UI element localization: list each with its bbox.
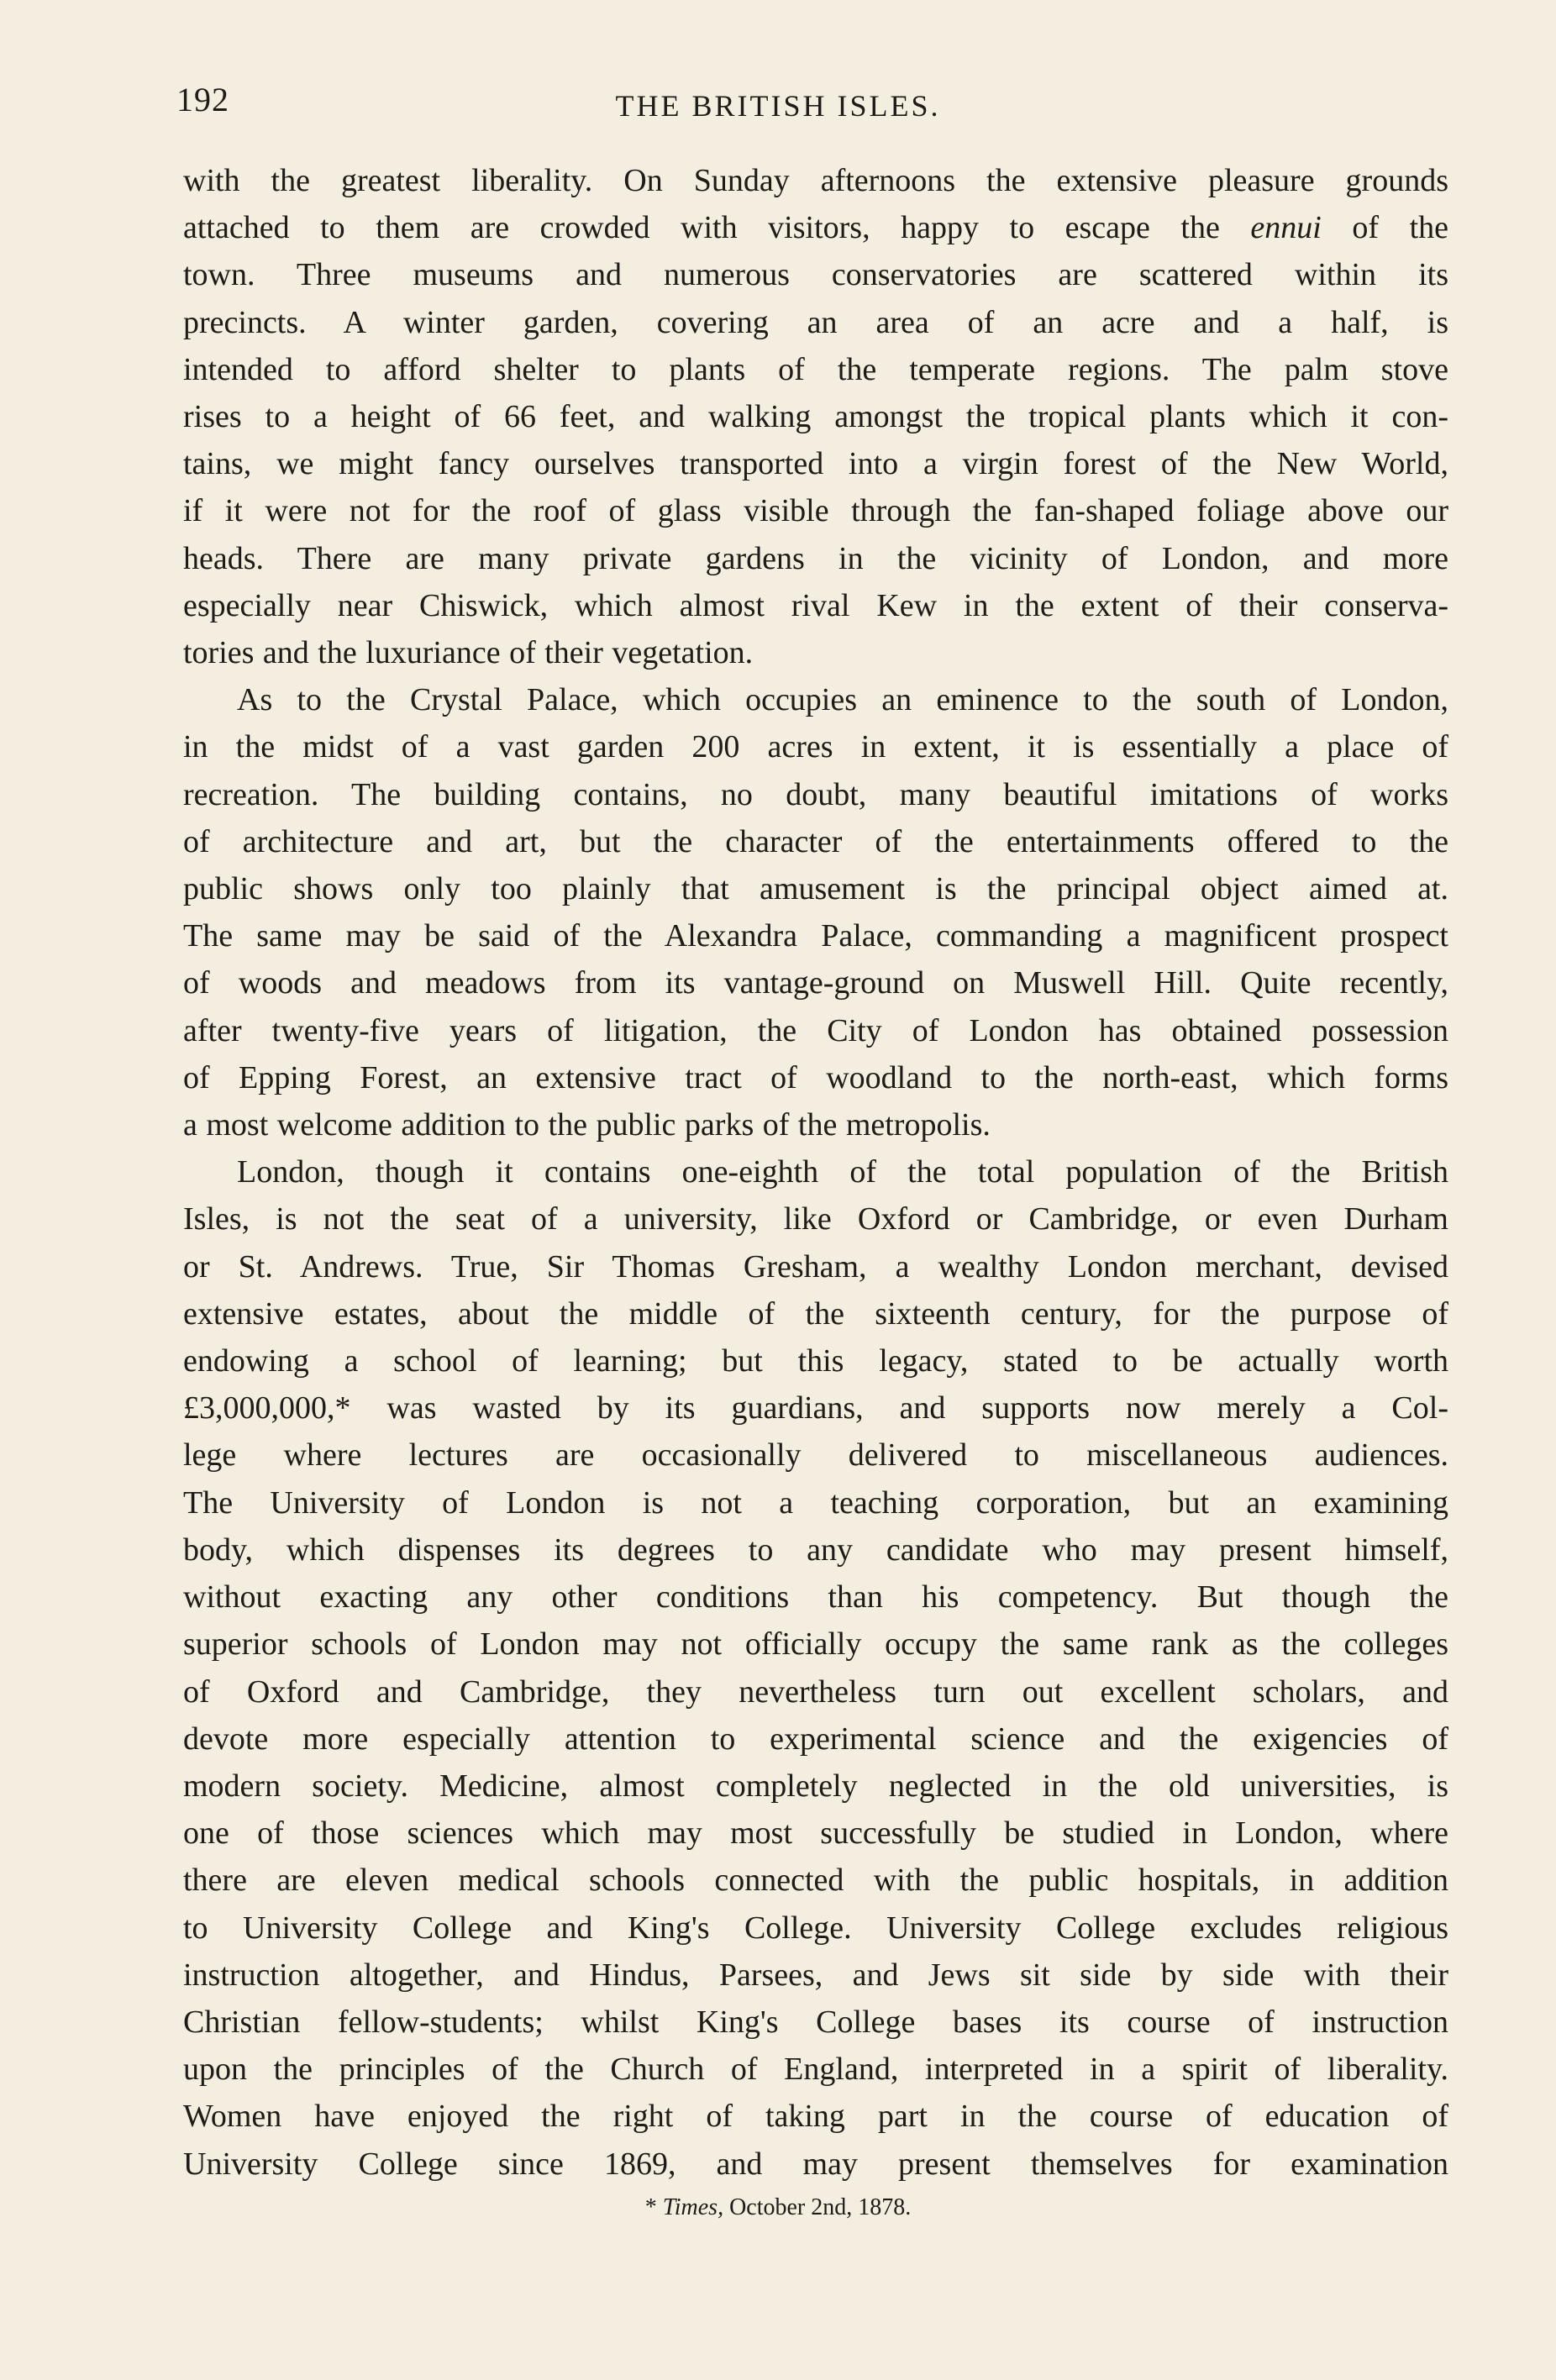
footnote-date: October 2nd, 1878. bbox=[729, 2194, 912, 2220]
paragraph-2-line-10: a most welcome addition to the public parks of the metropolis. bbox=[183, 1107, 991, 1143]
paragraph-3-line-4: extensive estates, about the middle of the sixteenth century, for the purpose of bbox=[183, 1295, 1448, 1332]
paragraph-2-line-7: of woods and meadows from its vantage-ground on Muswell Hill. Quite recently, bbox=[183, 965, 1448, 1001]
paragraph-3-line-12: of Oxford and Cambridge, they nevertheless turn out excellent scholars, and bbox=[183, 1673, 1448, 1710]
paragraph-3-line-14: modern society. Medicine, almost completely neglected in the old universities, is bbox=[183, 1768, 1448, 1804]
line-2-before-ennui: attached to them are crowded with visitors, happy to escape the bbox=[183, 210, 1251, 246]
paragraph-3-line-5: endowing a school of learning; but this legacy, stated to be actually worth bbox=[183, 1343, 1448, 1379]
paragraph-1-line-10: especially near Chiswick, which almost rival Kew in the extent of their conserva- bbox=[183, 587, 1448, 623]
paragraph-1-line-1: with the greatest liberality. On Sunday afternoons the extensive pleasure grounds bbox=[183, 163, 1448, 198]
paragraph-3-line-1: London, though it contains one-eighth of the total population of the British bbox=[237, 1154, 1448, 1190]
paragraph-2-line-6: The same may be said of the Alexandra Palace, commanding a magnificent prospect bbox=[183, 918, 1448, 954]
paragraph-1-line-3: town. Three museums and numerous conservatories are scattered within its bbox=[183, 257, 1448, 293]
paragraph-1-line-2 bbox=[183, 204, 1448, 251]
paragraph-1-line-4: precincts. A winter garden, covering an area of an acre and a half, is bbox=[183, 304, 1448, 340]
paragraph-3-line-19: Christian fellow-students; whilst King's College bases its course of instruction bbox=[183, 2004, 1448, 2040]
footnote-source: Times, bbox=[662, 2194, 724, 2220]
paragraph-3-line-22: University College since 1869, and may present themselves for examination bbox=[183, 2146, 1448, 2182]
paragraph-3-line-20: upon the principles of the Church of England, interpreted in a spirit of liberality. bbox=[183, 2052, 1448, 2088]
paragraph-3-line-10: without exacting any other conditions than his competency. But though the bbox=[183, 1579, 1448, 1616]
footnote-marker: * bbox=[644, 2194, 657, 2220]
paragraph-1-line-6: rises to a height of 66 feet, and walking amongst the tropical plants which it con- bbox=[183, 399, 1448, 435]
paragraph-2-line-2: in the midst of a vast garden 200 acres in extent, it is essentially a place of bbox=[183, 729, 1448, 765]
paragraph-3-line-7: lege where lectures are occasionally delivered to miscellaneous audiences. bbox=[183, 1437, 1448, 1474]
body-text bbox=[183, 157, 1448, 2188]
paragraph-2-line-5: public shows only too plainly that amusement is the principal object aimed at. bbox=[183, 871, 1448, 907]
paragraph-1-line-9: heads. There are many private gardens in the vicinity of London, and more bbox=[183, 540, 1448, 576]
paragraph-2-line-3: recreation. The building contains, no doubt, many beautiful imitations of works bbox=[183, 776, 1448, 812]
paragraph-3-line-6: £3,000,000,* was wasted by its guardians, and supports now merely a Col- bbox=[183, 1390, 1448, 1426]
paragraph-2-line-4: of architecture and art, but the character of the entertainments offered to the bbox=[183, 823, 1448, 859]
paragraph-2-line-1: As to the Crystal Palace, which occupies an eminence to the south of London, bbox=[237, 682, 1448, 718]
paragraph-3-line-9: body, which dispenses its degrees to any candidate who may present himself, bbox=[183, 1532, 1448, 1568]
paragraph-2-line-9: of Epping Forest, an extensive tract of woodland to the north-east, which forms bbox=[183, 1059, 1448, 1095]
paragraph-1-line-8: if it were not for the roof of glass visible through the fan-shaped foliage above our bbox=[183, 493, 1448, 529]
paragraph-3-line-8: The University of London is not a teaching corporation, but an examining bbox=[183, 1484, 1448, 1521]
line-2-after-ennui: of the bbox=[1321, 210, 1448, 246]
page-number: 192 bbox=[176, 81, 229, 118]
paragraph-3-line-18: instruction altogether, and Hindus, Parsees, and Jews sit side by side with their bbox=[183, 1957, 1448, 1993]
paragraph-3-line-16: there are eleven medical schools connected with the public hospitals, in addition bbox=[183, 1862, 1448, 1899]
paragraph-1-line-7: tains, we might fancy ourselves transported into a virgin forest of the New World, bbox=[183, 446, 1448, 482]
paragraph-3-line-15: one of those sciences which may most successfully be studied in London, where bbox=[183, 1815, 1448, 1852]
paragraph-3-line-21: Women have enjoyed the right of taking part in the course of education of bbox=[183, 2099, 1448, 2135]
paragraph-1-line-5: intended to afford shelter to plants of the temperate regions. The palm stove bbox=[183, 351, 1448, 387]
footnote bbox=[0, 2194, 1556, 2221]
paragraph-3-line-2: Isles, is not the seat of a university, like Oxford or Cambridge, or even Durham bbox=[183, 1201, 1448, 1237]
paragraph-3-line-11: superior schools of London may not officially occupy the same rank as the colleges bbox=[183, 1626, 1448, 1663]
running-head-title: THE BRITISH ISLES. bbox=[615, 89, 941, 123]
paragraph-3-line-17: to University College and King's College. University College excludes religious bbox=[183, 1910, 1448, 1946]
paragraph-1-line-11: tories and the luxuriance of their vegetation. bbox=[183, 635, 754, 671]
paragraph-3-line-13: devote more especially attention to experimental science and the exigencies of bbox=[183, 1721, 1448, 1757]
paragraph-3-line-3: or St. Andrews. True, Sir Thomas Gresham, a wealthy London merchant, devised bbox=[183, 1248, 1448, 1285]
paragraph-2-line-8: after twenty-five years of litigation, the City of London has obtained possession bbox=[183, 1012, 1448, 1048]
ennui-word: ennui bbox=[1250, 210, 1322, 246]
